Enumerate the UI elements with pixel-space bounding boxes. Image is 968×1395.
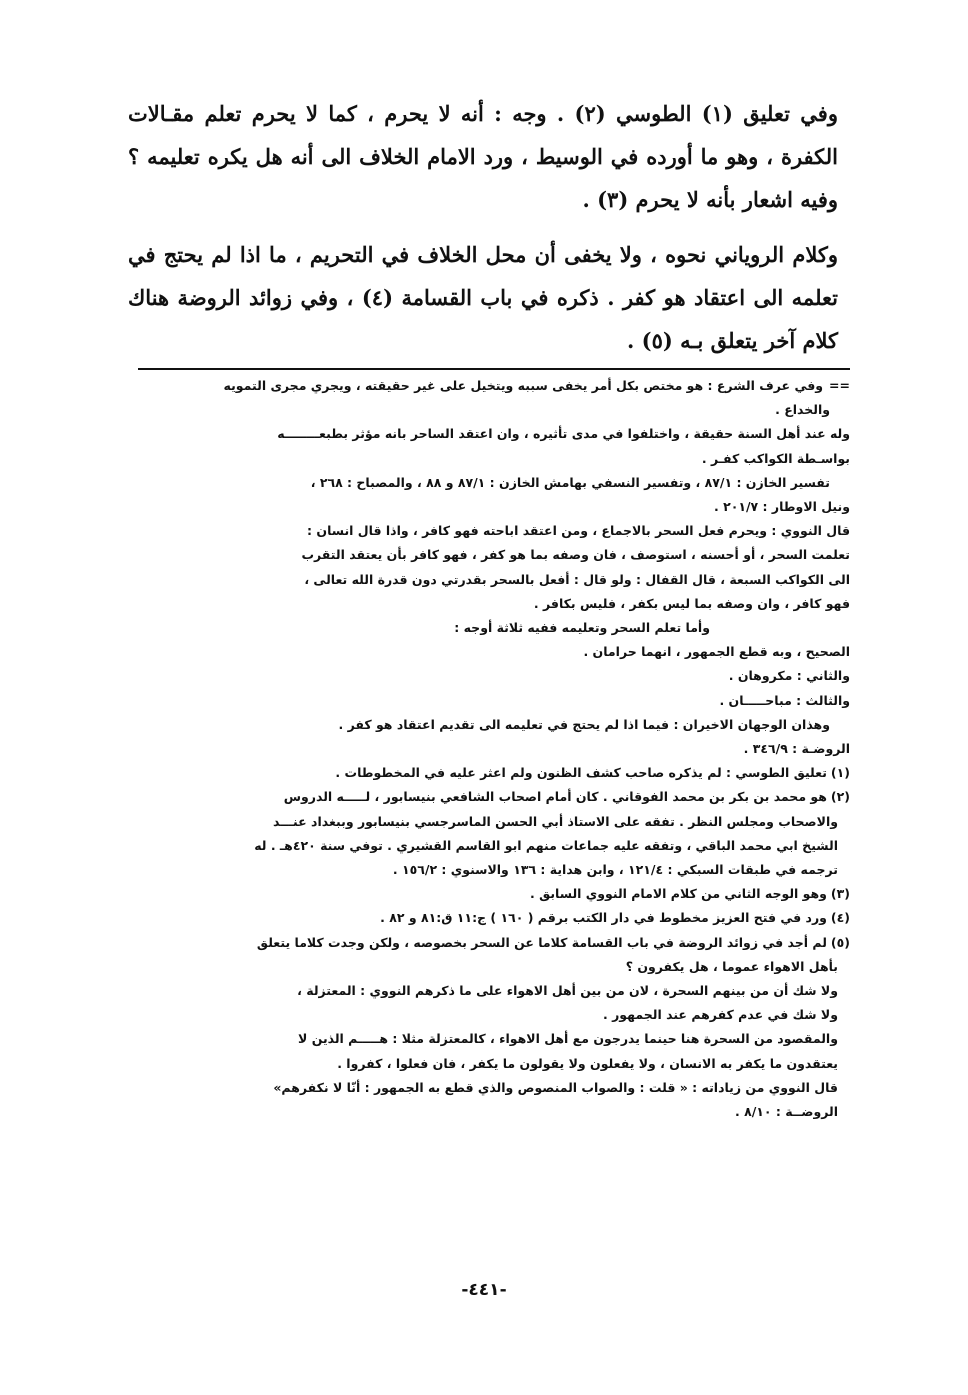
footnote-line: الشيخ ابي محمد الباقي ، وتفقه عليه جماعات منهم ابو القاسم القشيري . توفي سنة ٤٢٠هـ . له xyxy=(254,837,838,853)
continuation-line: فهو كافر ، وان وصفه بما ليس بكفر ، فليس بكافر . xyxy=(533,595,850,611)
continuation-line: والخداع . xyxy=(775,402,830,418)
footnote-line: يعتقدون ما يكفر به الانسان ، ولا يفعلون ولا يقولون ما يكفر ، فان فعلوا ، كفروا . xyxy=(337,1055,838,1071)
page-number: -٤٤١- xyxy=(461,1280,507,1300)
main-paragraph-1: وفي تعليق (١) الطوسي (٢) . وجه : أنه لا يحرم ، كما لا يحرم تعلم مقـالات الكفرة ، وهو ما أورده في الوسيط ، ورد الامام الخلاف الى أنه هل يكره تعليمه ؟ وفيه اشعار بأنه لا يحرم (٣) . xyxy=(128,101,838,212)
footnote-line: والمقصود من السحرة هنا حينما يدرجون مع أهل الاهواء ، كالمعتزلة مثلا : هـــــم الذين لا xyxy=(298,1031,838,1047)
continuation-line: ==وفي عرف الشرع : هو مختص بكل أمر يخفى سببه ويتخيل على غير حقيقته ، ويجري مجرى التمويه xyxy=(223,378,850,393)
footnote-number: (٥) xyxy=(830,934,850,950)
footnote-separator xyxy=(138,368,850,370)
footnote-2: (٢)هو محمد بن بكر بن محمد الفوقاني . كان أمام اصحاب الشافعي بنيسابور ، لـــــه الدروس xyxy=(283,789,850,805)
footnote-number: (١) xyxy=(830,765,850,781)
main-paragraph-2: وكلام الروياني نحوه ، ولا يخفى أن محل الخلاف في التحريم ، ما اذا لم يحتج في تعلمه الى اعتقاد هو كفر . ذكره في باب القسامة (٤) ، وفي زوائد الروضة هناك كلام آخر يتعلق بـه (٥) . xyxy=(128,242,838,353)
continuation-line: وله عند أهل السنة حقيقة ، واختلفوا في مدى تأثيره ، وان اعتقد الساحر بانه مؤثر بطبعــــــــه xyxy=(277,426,850,442)
footnote-line: والاصحاب ومجلس النظر . تفقه على الاستاذ أبي الحسن الماسرجسي بنيسابور وببغداد عنـــد xyxy=(273,813,838,829)
footnote-4: (٤)ورد في فتح العزيز مخطوط في دار الكتب برقم ( ١٦٠ ) ج:١١ ق:٨١ و ٨٢ . xyxy=(380,910,850,926)
footnote-5: (٥)لم أجد في زوائد الروضة في باب القسامة كلاما عن السحر بخصوصه ، ولكن وجدت كلاما يتعلق xyxy=(256,934,850,950)
footnote-line: قال النووي من زياداته : « قلت : والصواب المنصوص والذي قطع به الجمهور : أنّا لا نكفرهم» xyxy=(273,1079,838,1095)
continuation-line: تفسير الخازن : ٨٧/١ ، وتفسير النسفي بهامش الخازن : ٨٧/١ و ٨٨ ، والمصباح : ٢٦٨ ، xyxy=(310,474,830,490)
footnote-number: (٣) xyxy=(830,886,850,902)
footnotes-section xyxy=(128,374,850,1124)
footnote-line: ترجمه في طبقات السبكي : ١٢١/٤ ، وابن هداية : ١٣٦ والاسنوي : ١٥٦/٢ . xyxy=(392,862,838,878)
main-text xyxy=(128,92,838,374)
footnote-line: ولا شك في عدم كفرهم عند الجمهور . xyxy=(603,1007,838,1023)
footnote-line: الروضــة : ٨/١٠ . xyxy=(734,1104,838,1120)
continuation-line: تعلمت السحر ، أو أحسنه ، استوصف ، فان وصفه بما هو كفر ، فهو كافر بأن يعتقد التقرب xyxy=(301,547,850,563)
footnote-line: ولا شك أن من بينهم السحرة ، لان من بين أهل الاهواء على ما ذكرهم النووي : المعتزلة ، xyxy=(297,983,838,999)
continuation-line: قال النووي : ويحرم فعل السحر بالاجماع ، ومن اعتقد اباحته فهو كافر ، واذا قال انسان : xyxy=(307,523,850,539)
continuation-line: وأما تعلم السحر وتعليمه ففيه ثلاثة أوجه : xyxy=(454,620,710,636)
footnote-number: (٢) xyxy=(830,789,850,805)
continuation-line: ونيل الاوطار : ٢٠١/٧ . xyxy=(713,499,850,515)
footnote-1: (١)تعليق الطوسي : لم يذكره صاحب كشف الظنون ولم اعثر عليه في المخطوطات . xyxy=(335,765,850,781)
continuation-line: بواسـطة الكواكب كفـر . xyxy=(701,450,850,466)
footnote-line: بأهل الاهواء عموما ، هل يكفرون ؟ xyxy=(625,958,838,974)
continuation-line: الى الكواكب السبعة ، قال القفال : ولو قال : أفعل بالسحر بقدرتي دون قدرة الله تعالى ، xyxy=(304,571,850,587)
footnote-3: (٣)وهو الوجه الثاني من كلام الامام النووي السابق . xyxy=(529,886,850,902)
continuation-line: الروضـة : ٣٤٦/٩ . xyxy=(743,741,850,757)
continuation-mark: == xyxy=(829,378,850,393)
continuation-line: والثاني : مكروهان . xyxy=(728,668,850,684)
footnote-number: (٤) xyxy=(830,910,850,926)
continuation-line: الصحيح ، وبه قطع الجمهور ، انهما حرامان . xyxy=(583,644,850,660)
continuation-line: وهذان الوجهان الاخيران : فيما اذا لم يحتج في تعليمه الى تقديم اعتقاد هو كفر . xyxy=(338,716,830,732)
continuation-line: والثالث : مباحـــــان . xyxy=(719,692,850,708)
